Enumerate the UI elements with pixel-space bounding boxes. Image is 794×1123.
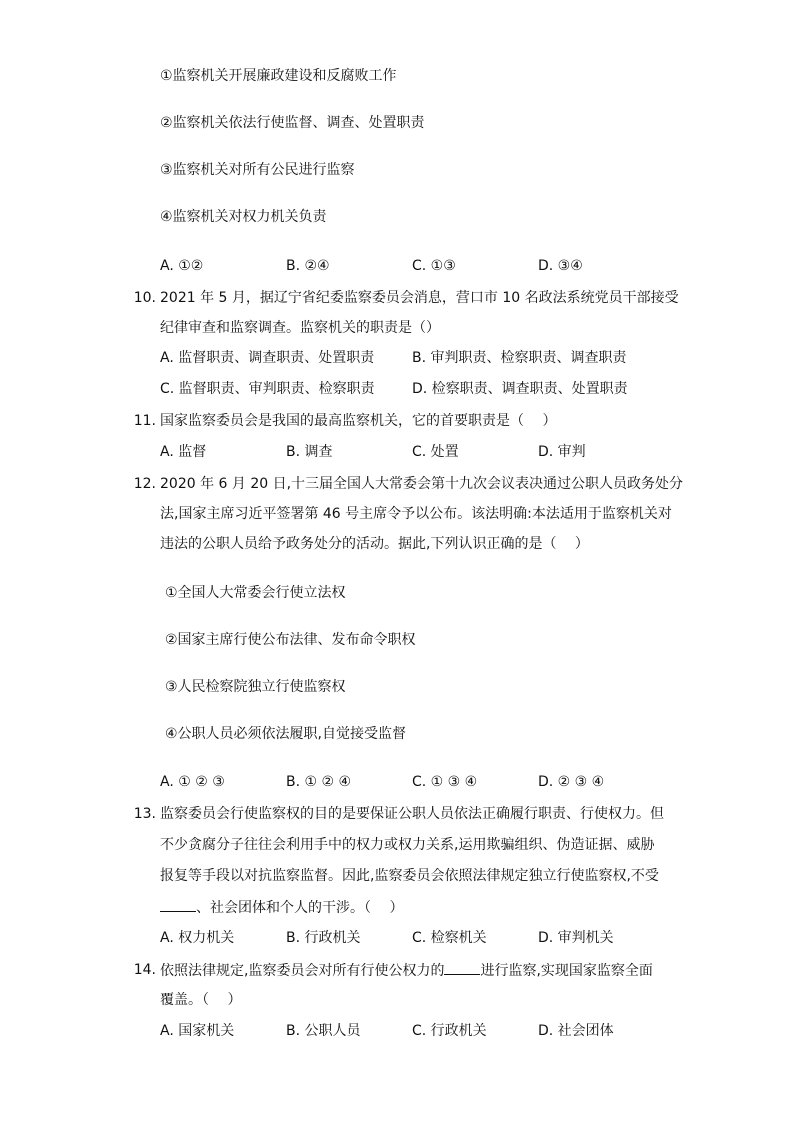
q10-option-d[interactable]: D. 检察职责、调查职责、处置职责	[412, 381, 628, 397]
q12-option-a[interactable]: A. ① ② ③	[160, 774, 225, 790]
q14-option-a[interactable]: A. 国家机关	[160, 1023, 235, 1039]
q9-item-1: ①监察机关开展廉政建设和反腐败工作	[160, 68, 397, 84]
q12-item-2: ②国家主席行使公布法律、发布命令职权	[165, 632, 416, 648]
q12-stem-line-1: 2020 年 6 月 20 日,十三届全国人大常委会第十九次会议表决通过公职人员政务处分	[160, 476, 684, 492]
q14-stem-line-2: 覆盖。（ ）	[160, 992, 242, 1008]
q12-stem-line-3: 违法的公职人员给予政务处分的活动。据此,下列认识正确的是（ ）	[160, 536, 589, 552]
q13-stem-line-2: 不少贪腐分子往往会利用手中的权力或权力关系,运用欺骗组织、伪造证据、威胁	[160, 837, 655, 853]
q10-option-a[interactable]: A. 监督职责、调查职责、处置职责	[160, 350, 375, 366]
q11-option-c[interactable]: C. 处置	[412, 444, 459, 460]
q12-stem-line-2: 法,国家主席习近平签署第 46 号主席令予以公布。该法明确:本法适用于监察机关对	[160, 506, 672, 522]
q13-option-a[interactable]: A. 权力机关	[160, 930, 235, 946]
q11-option-d[interactable]: D. 审判	[538, 444, 586, 460]
q9-item-4: ④监察机关对权力机关负责	[160, 209, 327, 225]
q13-number: 13.	[133, 806, 156, 822]
q10-stem-line-1: 2021 年 5 月，据辽宁省纪委监察委员会消息，营口市 10 名政法系统党员干部接受	[160, 290, 679, 306]
q13-option-c[interactable]: C. 检察机关	[412, 930, 487, 946]
q9-option-a[interactable]: A. ①②	[160, 258, 204, 274]
q14-stem-before-blank: 依照法律规定,监察委员会对所有行使公权力的	[160, 963, 445, 979]
q14-option-b[interactable]: B. 公职人员	[286, 1023, 361, 1039]
q9-option-d[interactable]: D. ③④	[538, 258, 583, 274]
q13-stem-line-4-text: 、社会团体和个人的干涉。（ ）	[196, 900, 404, 916]
q12-item-4: ④公职人员必须依法履职,自觉接受监督	[165, 726, 406, 742]
q10-number: 10.	[133, 290, 156, 306]
q13-stem-line-1: 监察委员会行使监察权的目的是要保证公职人员依法正确履行职责、行使权力。但	[160, 806, 664, 822]
q13-option-b[interactable]: B. 行政机关	[286, 930, 361, 946]
q10-option-c[interactable]: C. 监督职责、审判职责、检察职责	[160, 381, 375, 397]
q14-option-c[interactable]: C. 行政机关	[412, 1023, 487, 1039]
q11-number: 11.	[133, 413, 156, 429]
q10-stem-line-2: 纪律审查和监察调查。监察机关的职责是（）	[160, 320, 440, 336]
q12-option-c[interactable]: C. ① ③ ④	[412, 774, 478, 790]
q14-stem-line-1	[160, 960, 653, 981]
q13-stem-line-4	[160, 897, 403, 918]
q14-option-d[interactable]: D. 社会团体	[538, 1023, 614, 1039]
q13-option-d[interactable]: D. 审判机关	[538, 930, 614, 946]
q14-answer-blank[interactable]	[444, 960, 480, 975]
q9-item-3: ③监察机关对所有公民进行监察	[160, 162, 355, 178]
q10-option-b[interactable]: B. 审判职责、检察职责、调查职责	[412, 350, 627, 366]
q12-number: 12.	[133, 476, 156, 492]
q13-stem-line-3: 报复等手段以对抗监察监督。因此,监察委员会依照法律规定独立行使监察权,不受	[160, 868, 659, 884]
q11-option-b[interactable]: B. 调查	[286, 444, 333, 460]
q9-item-2: ②监察机关依法行使监督、调查、处置职责	[160, 115, 425, 131]
q12-item-3: ③人民检察院独立行使监察权	[165, 679, 346, 695]
q12-option-d[interactable]: D. ② ③ ④	[538, 774, 605, 790]
q14-stem-after-blank: 进行监察,实现国家监察全面	[480, 963, 653, 979]
q9-option-c[interactable]: C. ①③	[412, 258, 456, 274]
q11-option-a[interactable]: A. 监督	[160, 444, 207, 460]
q13-answer-blank[interactable]	[160, 897, 196, 912]
q12-option-b[interactable]: B. ① ② ④	[286, 774, 352, 790]
q14-number: 14.	[133, 962, 156, 978]
q12-item-1: ①全国人大常委会行使立法权	[165, 585, 346, 601]
q9-option-b[interactable]: B. ②④	[286, 258, 330, 274]
q11-stem-line-1: 国家监察委员会是我国的最高监察机关，它的首要职责是（ ）	[160, 413, 557, 429]
